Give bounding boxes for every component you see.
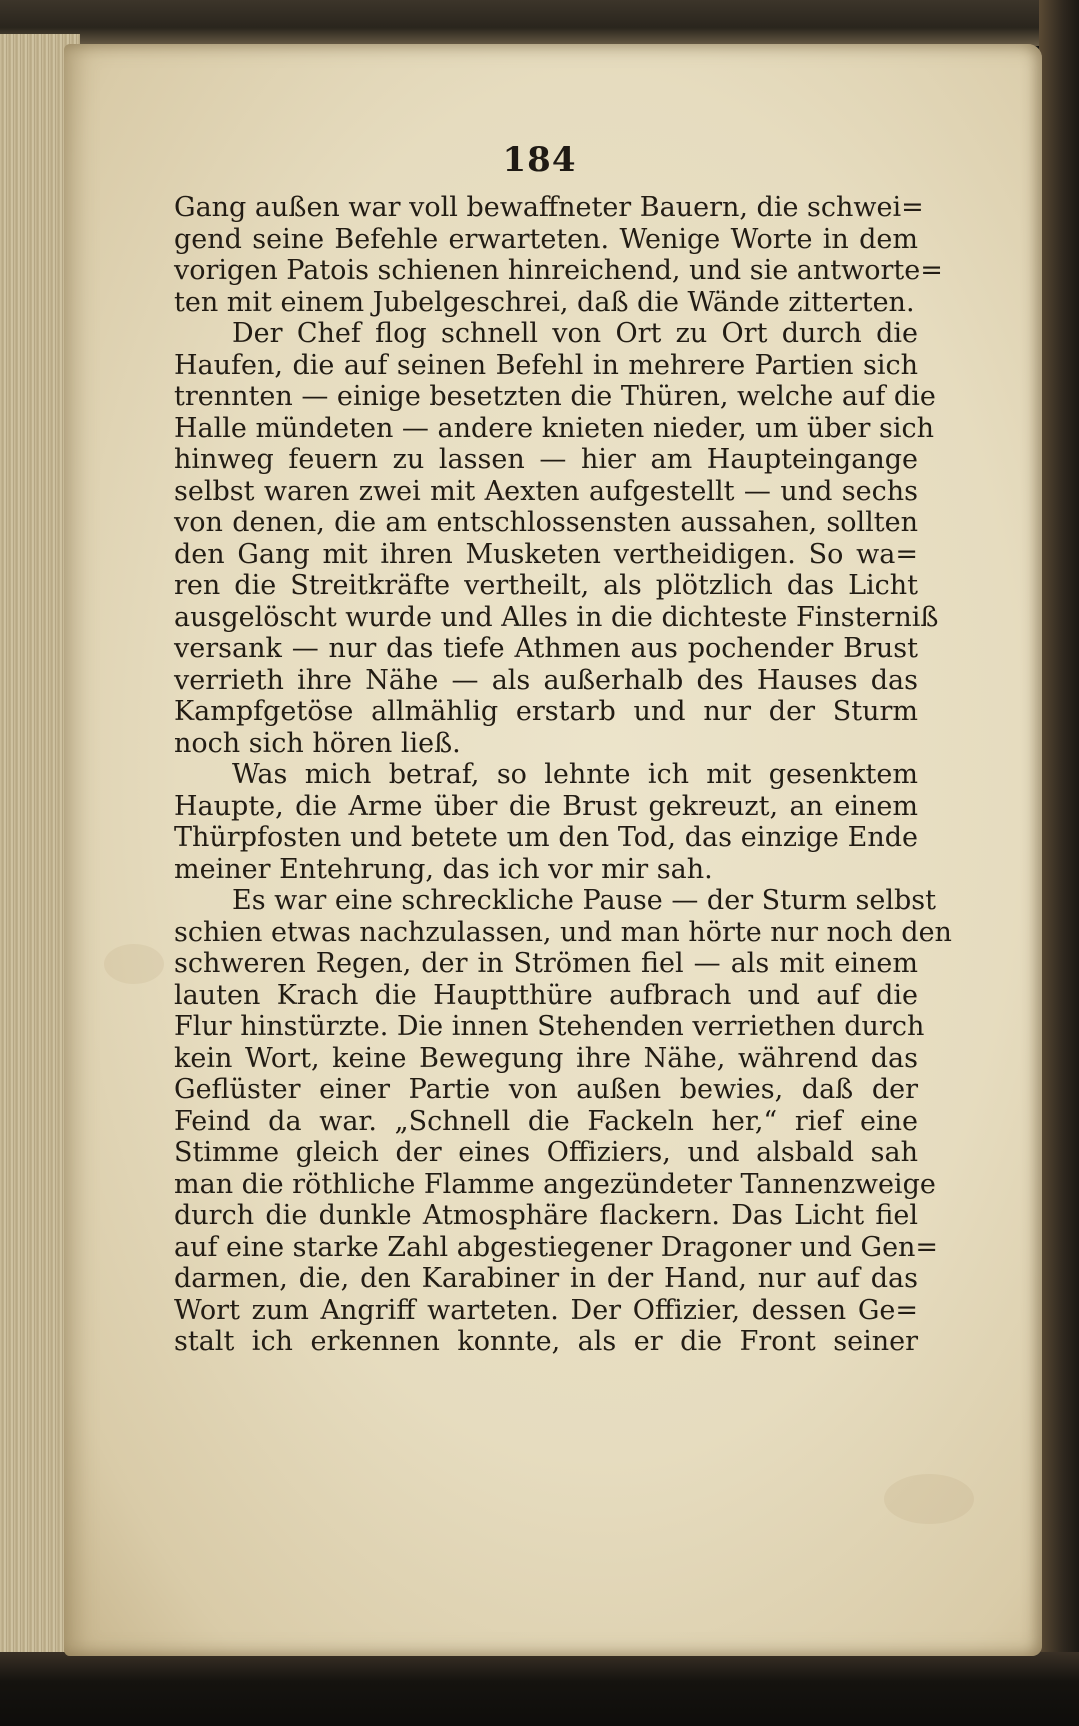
text-line: darmen, die, den Karabiner in der Hand, nur auf das bbox=[174, 1263, 918, 1294]
text-line: verrieth ihre Nähe — als außerhalb des Hauses das bbox=[174, 664, 918, 696]
text-line: Es war eine schreckliche Pause — der Sturm selbst bbox=[232, 885, 936, 916]
text-line: ten mit einem Jubelgeschrei, daß die Wände zitterten. bbox=[174, 286, 915, 318]
text-line: schweren Regen, der in Strömen fiel — als mit einem bbox=[174, 948, 918, 979]
paper-stain bbox=[884, 1474, 974, 1524]
text-line: Haupte, die Arme über die Brust gekreuzt, an einem bbox=[174, 790, 918, 822]
text-line: Feind da war. „Schnell die Fackeln her,“ rief eine bbox=[174, 1105, 918, 1137]
text-line: durch die dunkle Atmosphäre flackern. Das Licht fiel bbox=[174, 1200, 918, 1231]
page-number: 184 bbox=[502, 140, 577, 180]
text-line: Was mich betraf, so lehnte ich mit gesenktem bbox=[232, 759, 918, 790]
text-line: Gang außen war voll bewaffneter Bauern, die schwei= bbox=[174, 192, 924, 223]
text-line: ren die Streitkräfte vertheilt, als plötzlich das Licht bbox=[174, 570, 918, 601]
text-line: meiner Entehrung, das ich vor mir sah. bbox=[174, 853, 713, 885]
text-line: von denen, die am entschlossensten aussahen, sollten bbox=[174, 507, 918, 538]
text-line: Stimme gleich der eines Offiziers, und alsbald sah bbox=[174, 1137, 918, 1168]
text-line: ausgelöscht wurde und Alles in die dichteste Finsterniß bbox=[174, 601, 939, 633]
text-line: hinweg feuern zu lassen — hier am Haupteingange bbox=[174, 444, 918, 475]
text-line: Thürpfosten und betete um den Tod, das einzige Ende bbox=[174, 822, 918, 853]
text-line: Geflüster einer Partie von außen bewies, daß der bbox=[174, 1074, 918, 1105]
text-line: Haufen, die auf seinen Befehl in mehrere Partien sich bbox=[174, 349, 918, 381]
text-line: trennten — einige besetzten die Thüren, welche auf die bbox=[174, 381, 936, 412]
text-line: versank — nur das tiefe Athmen aus pochender Brust bbox=[174, 633, 918, 664]
text-line: den Gang mit ihren Musketen vertheidigen. So wa= bbox=[174, 538, 918, 570]
text-line: Halle mündeten — andere knieten nieder, um über sich bbox=[174, 412, 934, 444]
paper-stain bbox=[104, 944, 164, 984]
text-line: selbst waren zwei mit Aexten aufgestellt — und sechs bbox=[174, 475, 918, 507]
text-line: stalt ich erkennen konnte, als er die Front seiner bbox=[174, 1326, 918, 1357]
text-line: man die röthliche Flamme angezündeter Tannenzweige bbox=[174, 1168, 936, 1200]
text-line: noch sich hören ließ. bbox=[174, 727, 461, 759]
book-cover-bottom bbox=[0, 1652, 1079, 1726]
text-line: kein Wort, keine Bewegung ihre Nähe, während das bbox=[174, 1042, 918, 1074]
text-line: Kampfgetöse allmählig erstarb und nur der Sturm bbox=[174, 696, 918, 727]
body-text bbox=[174, 192, 952, 1358]
book-cover-right bbox=[1039, 0, 1079, 1726]
text-line: schien etwas nachzulassen, und man hörte nur noch den bbox=[174, 916, 952, 948]
text-line: lauten Krach die Hauptthüre aufbrach und auf die bbox=[174, 979, 918, 1011]
text-line: gend seine Befehle erwarteten. Wenige Worte in dem bbox=[174, 223, 918, 255]
text-line: vorigen Patois schienen hinreichend, und sie antworte= bbox=[174, 255, 943, 286]
book-cover-top bbox=[0, 0, 1079, 46]
text-line: Wort zum Angriff warteten. Der Offizier, dessen Ge= bbox=[174, 1294, 918, 1326]
text-line: auf eine starke Zahl abgestiegener Dragoner und Gen= bbox=[174, 1231, 939, 1263]
text-line: Der Chef flog schnell von Ort zu Ort durch die bbox=[232, 318, 918, 349]
text-line: Flur hinstürzte. Die innen Stehenden verriethen durch bbox=[174, 1011, 925, 1042]
